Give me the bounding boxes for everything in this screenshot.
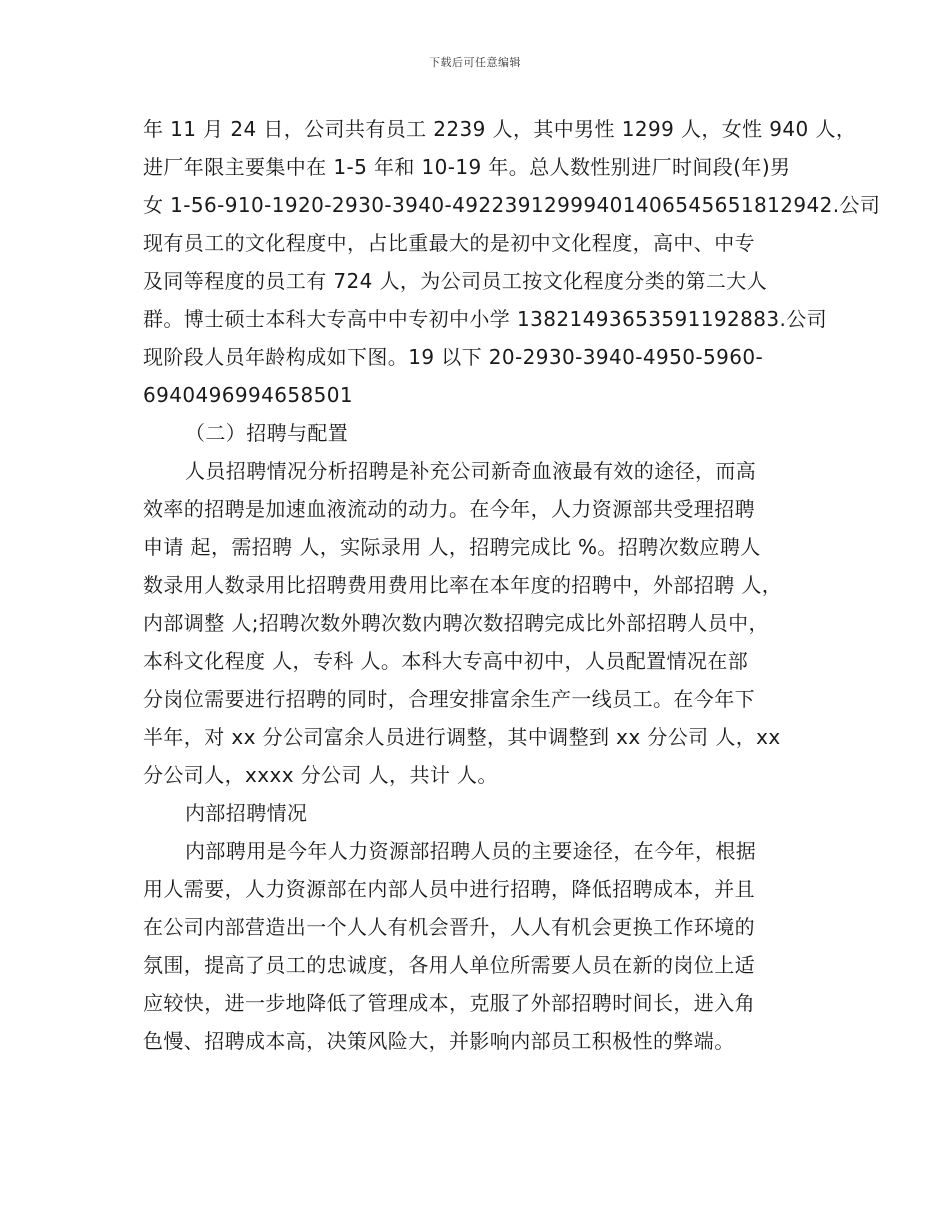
text-line: 氛围，提高了员工的忠诚度，各用人单位所需要人员在新的岗位上适 bbox=[143, 953, 755, 977]
text-line: 分岗位需要进行招聘的同时，合理安排富余生产一线员工。在今年下 bbox=[143, 687, 755, 711]
section-heading: （二）招聘与配置 bbox=[185, 421, 349, 445]
text-line: 申请 起，需招聘 人，实际录用 人，招聘完成比 %。招聘次数应聘人 bbox=[143, 535, 761, 559]
text-line: 效率的招聘是加速血液流动的动力。在今年，人力资源部共受理招聘 bbox=[143, 497, 755, 521]
text-line: 在公司内部营造出一个人人有机会晋升，人人有机会更换工作环境的 bbox=[143, 915, 755, 939]
text-line: 内部聘用是今年人力资源部招聘人员的主要途径，在今年，根据 bbox=[185, 839, 757, 863]
text-line: 进厂年限主要集中在 1-5 年和 10-19 年。总人数性别进厂时间段(年)男 bbox=[143, 155, 791, 179]
page-header-note: 下载后可任意编辑 bbox=[429, 56, 521, 69]
text-line: 本科文化程度 人，专科 人。本科大专高中初中，人员配置情况在部 bbox=[143, 649, 749, 673]
text-line: 半年，对 xx 分公司富余人员进行调整，其中调整到 xx 分公司 人，xx bbox=[143, 725, 781, 749]
document-body bbox=[143, 110, 881, 1060]
text-line: 用人需要，人力资源部在内部人员中进行招聘，降低招聘成本，并且 bbox=[143, 877, 755, 901]
text-line: 及同等程度的员工有 724 人，为公司员工按文化程度分类的第二大人 bbox=[143, 269, 768, 293]
text-line: 分公司人，xxxx 分公司 人，共计 人。 bbox=[143, 763, 498, 787]
text-line: 6940496994658501 bbox=[143, 383, 353, 407]
text-line: 年 11 月 24 日，公司共有员工 2239 人，其中男性 1299 人，女性 940 人， bbox=[143, 117, 857, 141]
text-line: 人员招聘情况分析招聘是补充公司新奇血液最有效的途径，而高 bbox=[185, 459, 757, 483]
text-line: 色慢、招聘成本高，决策风险大，并影响内部员工积极性的弊端。 bbox=[143, 1029, 735, 1053]
text-line: 现有员工的文化程度中，占比重最大的是初中文化程度，高中、中专 bbox=[143, 231, 755, 255]
text-line: 数录用人数录用比招聘费用费用比率在本年度的招聘中，外部招聘 人， bbox=[143, 573, 783, 597]
text-line: 应较快，进一步地降低了管理成本，克服了外部招聘时间长，进入角 bbox=[143, 991, 755, 1015]
text-line: 现阶段人员年龄构成如下图。19 以下 20-2930-3940-4950-5960- bbox=[143, 345, 764, 369]
text-line: 群。博士硕士本科大专高中中专初中小学 13821493653591192883.公司 bbox=[143, 307, 828, 331]
text-line: 女 1-56-910-1920-2930-3940-49223912999401406545651812942.公司 bbox=[143, 193, 881, 217]
text-line: 内部调整 人;招聘次数外聘次数内聘次数招聘完成比外部招聘人员中， bbox=[143, 611, 769, 635]
section-heading: 内部招聘情况 bbox=[185, 801, 308, 825]
